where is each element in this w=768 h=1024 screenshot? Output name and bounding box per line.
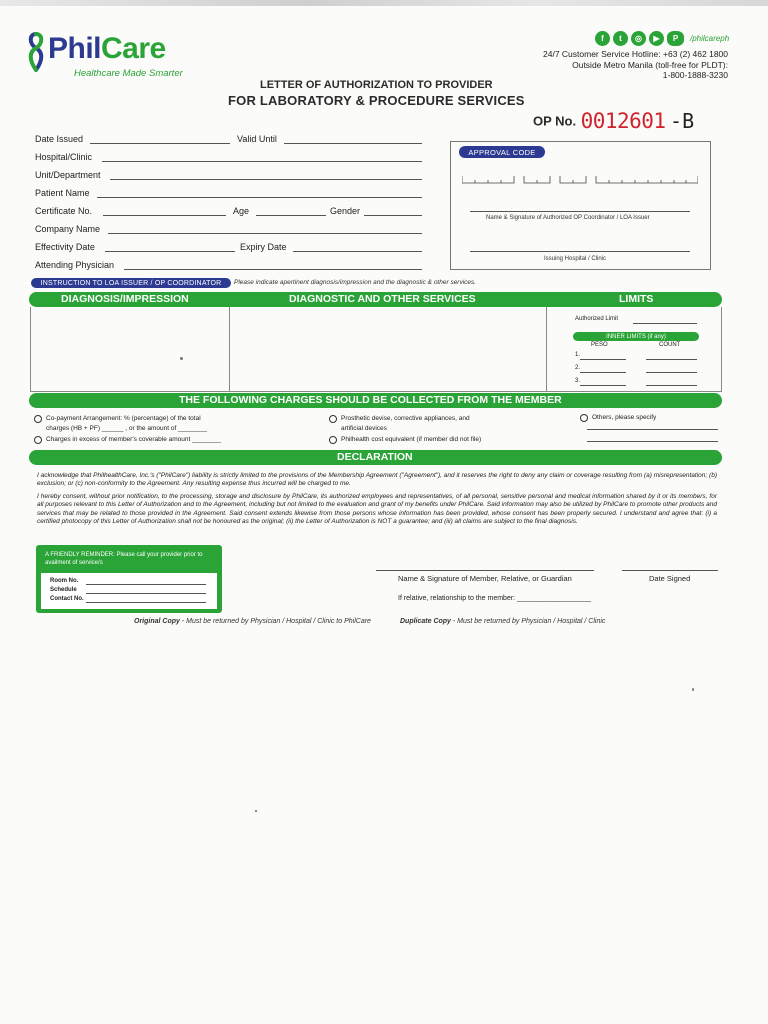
contact-label: Contact No. [50, 596, 84, 602]
limit-row-3-count[interactable] [646, 385, 697, 386]
hospital-label: Hospital/Clinic [35, 152, 93, 162]
effectivity-field[interactable] [105, 251, 235, 252]
patient-label: Patient Name [35, 188, 90, 198]
approval-code-ticks [462, 176, 698, 184]
declaration-section-bar [29, 450, 722, 465]
excess-text: Charges in excess of member's coverable amount ________ [46, 436, 222, 443]
hospital-field[interactable] [102, 161, 422, 162]
document-title-line1: LETTER OF AUTHORIZATION TO PROVIDER [260, 79, 493, 91]
contact-field[interactable] [86, 602, 206, 603]
hotline-line3: 1-800-1888-3230 [662, 70, 728, 80]
op-number-value: 0012601 [580, 109, 666, 133]
logo-care: Care [101, 32, 166, 65]
philhealth-text: Philhealth cost equivalent (if member did not file) [341, 436, 482, 443]
company-field[interactable] [108, 233, 422, 234]
coordinator-signature-caption: Name & Signature of Authorized OP Coordinator / LOA Issuer [486, 215, 650, 221]
approval-code-boxes[interactable] [462, 176, 698, 184]
date-issued-field[interactable] [90, 143, 230, 144]
op-number-suffix: -B [670, 109, 695, 133]
date-signed-line[interactable] [622, 570, 718, 571]
issuing-hospital-line[interactable] [470, 251, 690, 252]
certificate-label: Certificate No. [35, 206, 93, 216]
services-heading: DIAGNOSTIC AND OTHER SERVICES [289, 293, 476, 305]
schedule-field[interactable] [86, 593, 206, 594]
copay-text-1: Co-payment Arrangement: % (percentage) of the total [46, 415, 201, 422]
scan-speck [255, 810, 257, 812]
limits-heading: LIMITS [619, 293, 654, 305]
others-text: Others, please specify [592, 414, 657, 421]
original-copy-text: - Must be returned by Physician / Hospital / Clinic to PhilCare [179, 618, 371, 625]
instagram-icon: ◎ [631, 31, 646, 46]
authorized-limit-label: Authorized Limit [575, 316, 619, 322]
physician-field[interactable] [124, 269, 422, 270]
duplicate-copy-text: - Must be returned by Physician / Hospital / Clinic [450, 618, 606, 625]
grid-divider-2 [546, 307, 547, 392]
authorized-limit-field[interactable] [633, 323, 697, 324]
scan-speck [180, 357, 183, 360]
declaration-heading: DECLARATION [337, 451, 413, 463]
original-copy-label: Original Copy [134, 618, 180, 625]
op-label: OP No. [533, 113, 577, 129]
limit-row-3-peso[interactable] [580, 385, 626, 386]
relationship-caption: If relative, relationship to the member: ___________________ [398, 595, 592, 602]
original-copy-note [134, 618, 371, 625]
age-label: Age [233, 206, 250, 216]
others-radio[interactable] [580, 414, 588, 422]
issuing-hospital-caption: Issuing Hospital / Clinic [544, 256, 607, 262]
excess-radio[interactable] [34, 436, 42, 444]
limit-row-2: 2. [575, 365, 581, 371]
physician-label: Attending Physician [35, 260, 115, 270]
youtube-icon: ▶ [649, 31, 664, 46]
charges-section-bar [29, 393, 722, 408]
charges-heading: THE FOLLOWING CHARGES SHOULD BE COLLECTED FROM THE MEMBER [179, 394, 562, 406]
social-links [595, 31, 729, 46]
others-field-1[interactable] [587, 429, 718, 430]
diagnosis-field[interactable] [31, 308, 228, 391]
declaration-paragraph-2: I hereby consent, without prior notification, to the processing, storage and disclosure by PhilCare, its authorized employees and representatives, of all personal, sensitive personal and medical information shared by it or its members, for all purposes relevant to this Letter of Authorization and to the Agreement, including but not limited to the evaluation and grant of my benefits under PhilCare. Said information may also be utilized by PhilCare to promote other products and services that may be related to those provided in the Agreement. Said consent extends likewise from those persons whose information has been provided, whose consent has been properly secured. I understand and agree that: (i) a certified photocopy of this Letter of Authorization shall not be honoured as the original; (ii) the Letter of Authorization is NOT a guarantee; and (iii) all claims are subject to the final diagnosis. [37, 493, 717, 526]
member-signature-line[interactable] [376, 570, 594, 571]
unit-field[interactable] [110, 179, 422, 180]
expiry-label: Expiry Date [240, 242, 287, 252]
duplicate-copy-label: Duplicate Copy [400, 618, 451, 625]
copay-text-2: charges (HB + PF) ______ , or the amount of ________ [46, 425, 207, 432]
limit-row-2-peso[interactable] [580, 372, 626, 373]
age-field[interactable] [256, 215, 326, 216]
gender-field[interactable] [364, 215, 422, 216]
diagnosis-section-bar [29, 292, 722, 307]
social-handle: /philcareph [690, 34, 730, 43]
valid-until-label: Valid Until [237, 134, 277, 144]
hotline-line2: Outside Metro Manila (toll-free for PLDT): [572, 59, 728, 70]
copay-radio[interactable] [34, 415, 42, 423]
scan-edge [0, 0, 768, 6]
instruction-label: INSTRUCTION TO LOA ISSUER / OP COORDINATOR [31, 278, 231, 288]
others-field-2[interactable] [587, 441, 718, 442]
valid-until-field[interactable] [284, 143, 422, 144]
count-header: COUNT [659, 342, 681, 348]
duplicate-copy-note [400, 618, 605, 625]
expiry-field[interactable] [293, 251, 422, 252]
logo-wordmark [48, 32, 166, 66]
prosthetic-text-1: Prosthetic devise, corrective appliances, and [341, 415, 470, 422]
facebook-icon: f [595, 31, 610, 46]
date-signed-caption: Date Signed [649, 574, 691, 583]
limit-row-2-count[interactable] [646, 372, 697, 373]
declaration-paragraph-1: I acknowledge that PhilhealthCare, Inc.'s ("PhilCare") liability is strictly limited to the provisions of the Membership Agreement ("Agreement"), and it reserves the right to deny any claim or coverage resulting from (a) misrepresentation; (b) exclusion; or (c) non-conformity to the Agreement. Any resulting expense thus incurred will be charged to me. [37, 472, 717, 488]
scan-speck [692, 688, 694, 691]
room-label: Room No. [50, 578, 79, 584]
instruction-text: Please indicate apertinent diagnosis/impression and the diagnostic & other services. [234, 279, 477, 286]
philhealth-radio[interactable] [329, 436, 337, 444]
inner-limits-label: INNER LIMITS (if any) [573, 332, 699, 341]
logo-phil: Phil [48, 32, 102, 65]
effectivity-label: Effectivity Date [35, 242, 95, 252]
hotline-block [543, 49, 728, 81]
limit-row-1-count[interactable] [646, 359, 697, 360]
patient-field[interactable] [97, 197, 422, 198]
date-issued-label: Date Issued [35, 134, 84, 144]
approval-code-label: APPROVAL CODE [459, 146, 545, 158]
document-title-line2: FOR LABORATORY & PROCEDURE SERVICES [228, 93, 525, 108]
ribbon-logo-icon [26, 32, 46, 72]
twitter-icon: t [613, 31, 628, 46]
limit-row-1: 1. [575, 352, 581, 358]
schedule-label: Schedule [50, 587, 77, 593]
limit-row-3: 3. [575, 378, 581, 384]
limit-row-1-peso[interactable] [580, 359, 626, 360]
prosthetic-radio[interactable] [329, 415, 337, 423]
op-number [533, 109, 694, 133]
company-label: Company Name [35, 224, 101, 234]
gender-label: Gender [330, 206, 361, 216]
services-field[interactable] [230, 308, 545, 391]
prosthetic-text-2: artificial devices [341, 425, 387, 432]
diagnosis-heading: DIAGNOSIS/IMPRESSION [61, 293, 189, 305]
reminder-heading: A FRIENDLY REMINDER: Please call your provider prior to availment of service/s [45, 552, 203, 566]
philcare-app-icon: P [667, 31, 684, 46]
peso-header: PESO [591, 342, 608, 348]
member-signature-caption: Name & Signature of Member, Relative, or Guardian [398, 574, 572, 583]
unit-label: Unit/Department [35, 170, 101, 180]
tagline: Healthcare Made Smarter [74, 68, 183, 79]
coordinator-signature-line[interactable] [470, 211, 690, 212]
room-field[interactable] [86, 584, 206, 585]
hotline-line1: 24/7 Customer Service Hotline: +63 (2) 462 1800 [543, 49, 728, 59]
certificate-field[interactable] [103, 215, 226, 216]
